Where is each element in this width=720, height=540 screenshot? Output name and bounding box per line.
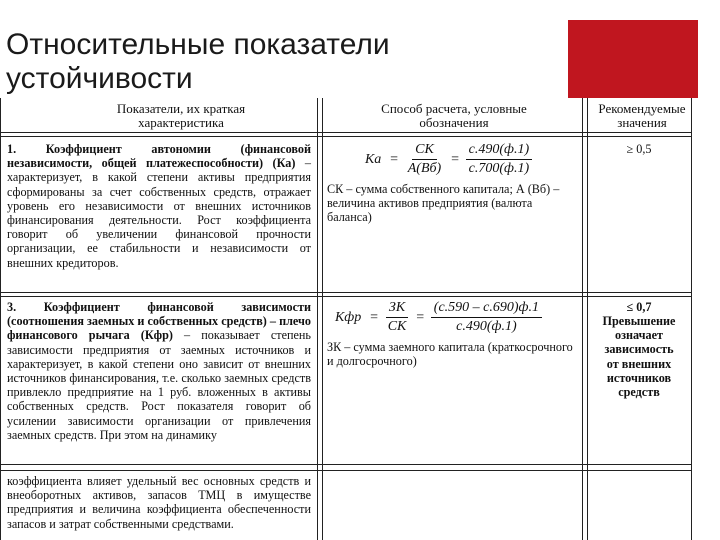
row-divider (1, 132, 691, 133)
row1-fraction-a (405, 142, 444, 177)
row1-formula-lhs: Ка (365, 151, 382, 167)
row1-frac-a-num: СК (412, 142, 437, 160)
slide-title-line2: устойчивости (6, 62, 193, 95)
row3-frac-a-den: СК (387, 319, 407, 334)
indicators-table (0, 98, 692, 540)
row3-formula-lhs: Кфр (335, 309, 362, 325)
row3-frac-b-den: с.490(ф.1) (456, 319, 517, 334)
row3-fraction-a (385, 300, 410, 335)
col-divider (582, 98, 583, 540)
row3-frac-a-num: ЗК (386, 300, 408, 318)
row1-fraction-b (466, 142, 532, 177)
row3-recommended-value: ≤ 0,7 (626, 300, 652, 314)
row-divider (1, 470, 691, 471)
row1-frac-b-den: с.700(ф.1) (468, 161, 530, 176)
row1-title: 1. Коэффициент автономии (финансовой независимости, общей платежеспособности) (Ка) (7, 142, 311, 171)
col-divider (587, 98, 588, 540)
row3-text: – показывает степень зависимости предприятия от заемных источников и характеризует, в какой степени оно зависит от внешних источников финансирования, т.е. сколько заемных средств привлекло предприятие на 1 руб. вложенных в активы собственных средств. Рост показателя говорит об усилении зависимости организации от привлечения заемных средств. При этом на динамику (7, 328, 311, 442)
row3-note: ЗК – сумма заемного капитала (краткосрочного и долгосрочного) (327, 340, 573, 369)
row1-formula: Ка = $\frac{СК}{А(Вб)}$ = $\frac{с.490(ф.1)}{с.700(ф.1)}$ (365, 142, 536, 177)
header-calculation: Способ расчета, условные обозначения (381, 101, 527, 130)
slide-title (6, 28, 526, 96)
row1-text: – характеризует, в какой степени активы предприятия сформированы за счет собственных средств, отражает уровень его независимости от внешних источников финансирования деятельности. Рост коэффициента говорит об увеличении финансовой прочности организации, ее стабильности и независимости от внешних кредиторов. (7, 156, 312, 270)
row3-description (7, 300, 311, 442)
col-divider (322, 98, 323, 540)
accent-block (568, 20, 698, 98)
header-indicators: Показатели, их краткая характеристика (116, 101, 246, 130)
row-divider (1, 292, 691, 293)
col-divider (317, 98, 318, 540)
row1-recommended: ≥ 0,5 (626, 142, 652, 156)
row3-frac-b-num: (с.590 – с.690)ф.1 (431, 300, 542, 318)
row1-note: СК – сумма собственного капитала; А (Вб) – величина активов предприятия (валюта баланса) (327, 182, 560, 225)
row3-fraction-b (431, 300, 542, 335)
header-recommended: Рекомендуемые значения (598, 101, 686, 130)
continuation-text: коэффициента влияет удельный вес основных средств и внеоборотных активов, запасов ТМЦ в имуществе предприятия и величина коэффициента обеспеченности запасов и затрат собственными средствами. (7, 474, 311, 531)
row1-description (7, 142, 311, 270)
row3-title: 3. Коэффициент финансовой зависимости (соотношения заемных и собственных средств) – плечо финансового рычага (Кфр) (7, 300, 311, 343)
row1-frac-b-num: с.490(ф.1) (466, 142, 532, 160)
row-divider (1, 296, 691, 297)
row-divider (1, 464, 691, 465)
row-divider (1, 136, 691, 137)
row3-recommended-text: Превышение означает зависимость от внешних источников средств (602, 314, 676, 400)
row3-formula: Кфр = $\frac{ЗК}{СК}$ = $\frac{(с.590 - с.690)ф.1}{с.490(ф.1)}$ (335, 300, 546, 335)
row1-frac-a-den: А(Вб) (407, 161, 442, 176)
slide-title-line1: Относительные показатели (6, 28, 390, 61)
